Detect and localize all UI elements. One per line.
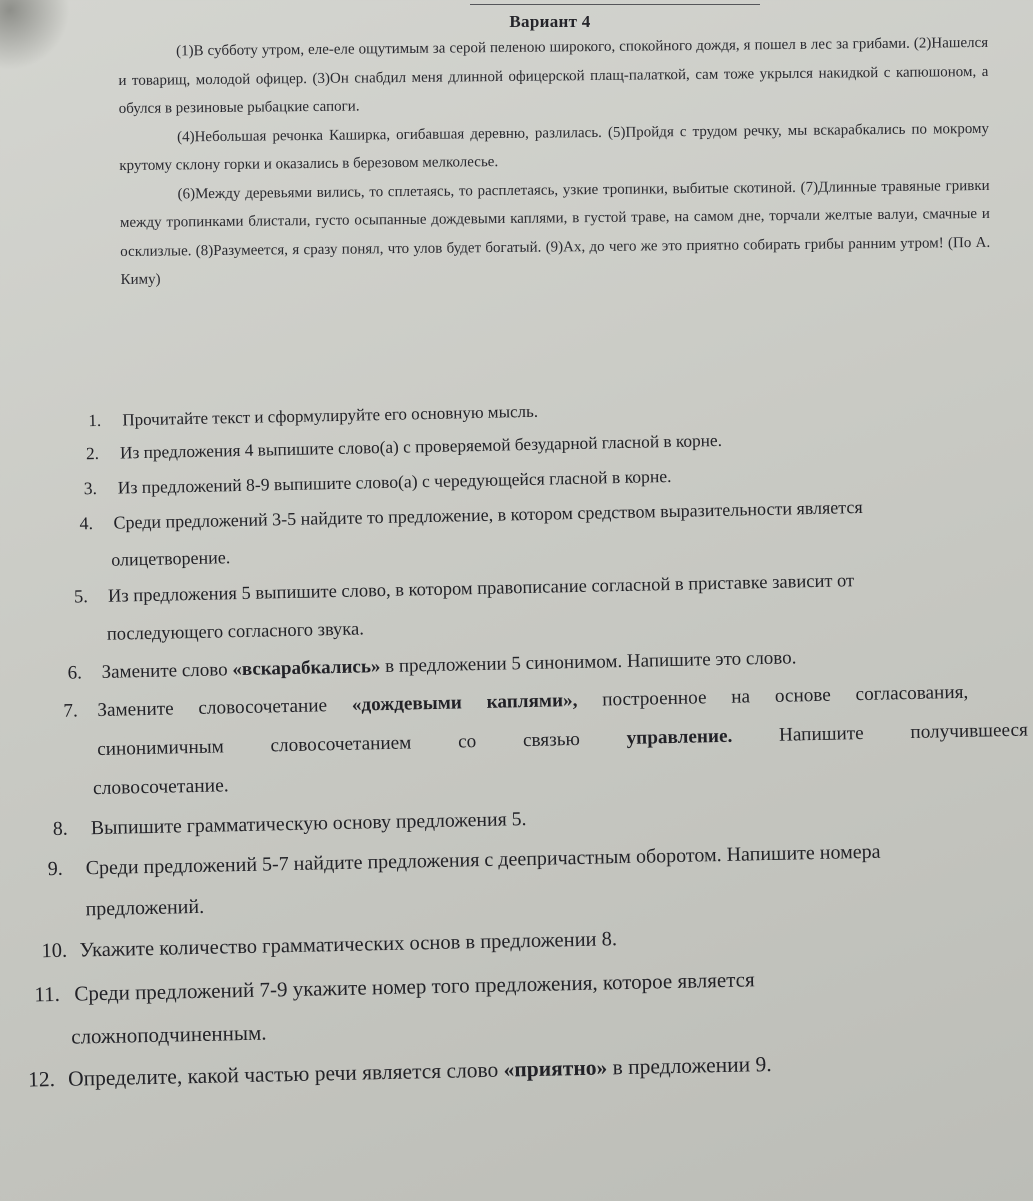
question-7-cont: синонимичным словосочетанием со связью управление. Напишите получившееся <box>97 719 1029 761</box>
question-list <box>0 383 1033 1092</box>
question-8: 8. Выпишите грамматическую основу предложения 5. <box>52 808 527 840</box>
question-11-cont: сложноподчиненным. <box>70 1020 267 1049</box>
paragraph-3: (6)Между деревьями вились, то сплетаясь, то расплетаясь, узкие тропинки, выбитые скотиной. (7)Длинные травяные гривки между тропинками блистали, густо осыпанные дождевыми каплями, в густой траве, на самом дне, торчали желтые валуи, смачные и осклизлые. (8)Разумеется, я сразу понял, что улов будет богатый. (9)Ах, до чего же это приятно собирать грибы ранним утром! (По А. Киму) <box>119 177 991 288</box>
reading-text <box>118 29 991 295</box>
question-4: 4. Среди предложений 3-5 найдите то предложение, в котором средством выразительности является <box>79 496 863 534</box>
question-1: 1. Прочитайте текст и сформулируйте его основную мысль. <box>88 401 539 431</box>
top-rule <box>470 4 760 5</box>
question-5-cont: последующего согласного звука. <box>106 619 365 645</box>
paragraph-2: (4)Небольшая речонка Каширка, огибавшая деревню, разлилась. (5)Пройдя с трудом речку, мы вскарабкались по мокрому крутому склону горки и оказались в березовом мелколесье. <box>119 120 990 174</box>
question-4-cont: олицетворение. <box>111 547 231 570</box>
question-11: 11. Среди предложений 7-9 укажите номер того предложения, которое является <box>34 967 755 1007</box>
question-6: 6. Замените слово «вскарабкались» в предложении 5 синонимом. Напишите это слово. <box>67 647 797 684</box>
question-7-cont2: словосочетание. <box>92 775 229 800</box>
question-5: 5. Из предложения 5 выпишите слово, в котором правописание согласной в приставке зависит от <box>73 571 855 608</box>
question-10: 10. Укажите количество грамматических основ в предложении 8. <box>41 928 618 963</box>
question-2: 2. Из предложения 4 выпишите слово(а) с проверяемой безударной гласной в корне. <box>85 430 723 464</box>
question-7: 7. Замените словосочетание «дождевыми каплями», построенное на основе согласования, <box>63 681 969 722</box>
variant-title: Вариант 4 <box>509 12 591 31</box>
question-9: 9. Среди предложений 5-7 найдите предложения с деепричастным оборотом. Напишите номера <box>47 840 881 881</box>
corner-shadow <box>0 0 70 70</box>
question-12: 12. Определите, какой частью речи является слово «приятно» в предложении 9. <box>27 1051 772 1092</box>
paragraph-1: (1)В субботу утром, еле-еле ощутимым за серой пеленою широкого, спокойного дождя, я пошел в лес за грибами. (2)Нашелся и товарищ, молодой офицер. (3)Он снабдил меня длинной офицерской плащ-палаткой, сам тоже укрылся накидкой с капюшоном, а обулся в резиновые рыбацкие сапоги. <box>118 34 989 117</box>
question-9-cont: предложений. <box>85 895 205 921</box>
question-3: 3. Из предложений 8-9 выпишите слово(а) с чередующейся гласной в корне. <box>83 465 672 499</box>
